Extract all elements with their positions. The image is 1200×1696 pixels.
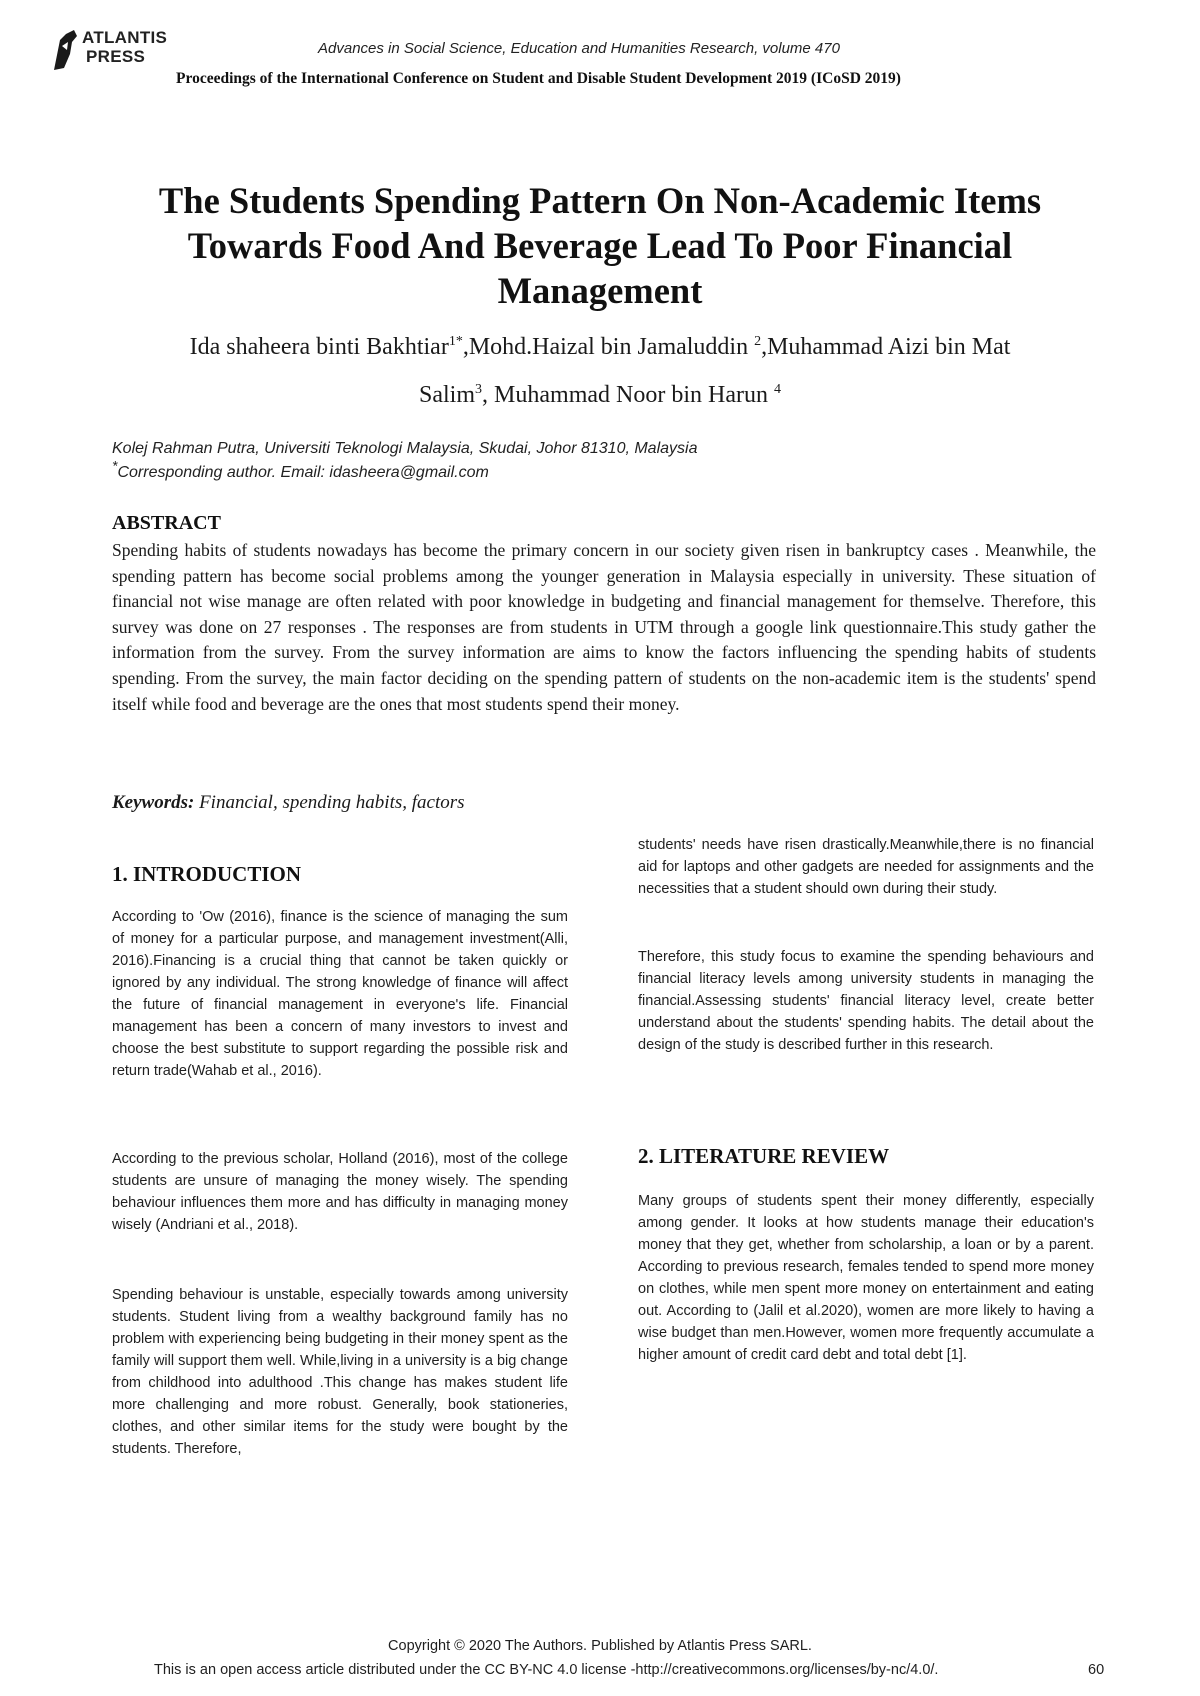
keywords: [112, 792, 465, 814]
paragraph-text: Many groups of students spent their money differently, especially among gender. It looks at how students manage their education's money that they get, whether from scholarship, a loan or by a parent. According to previous research, females tended to spend more money on clothes, while men spent more money on entertainment and eating out. According to (Jalil et al.2020), women are more likely to having a wise budget than men.However, women more frequently accumulate a higher amount of credit card debt and total debt [1].: [638, 1193, 1094, 1363]
page-number: 60: [1088, 1662, 1105, 1678]
keywords-list: Financial, spending habits, factors: [194, 792, 465, 813]
author-name: Salim: [419, 382, 476, 408]
title-line: Towards Food And Beverage Lead To Poor Financial: [187, 225, 1013, 266]
author-name: Ida shaheera binti Bakhtiar: [189, 334, 449, 360]
author-affiliation-mark: 2: [754, 334, 762, 349]
proceedings-title: Proceedings of the International Conference on Student and Disable Student Development 2019 (ICoSD 2019): [176, 70, 901, 87]
paragraph-text: According to the previous scholar, Holland (2016), most of the college students are unsure of managing the money wisely. The spending behaviour influences them more and has difficulty in managing money wisely (Andriani et al., 2018).: [112, 1151, 568, 1233]
paragraph: [112, 1148, 568, 1236]
author-list-continued: [80, 382, 1120, 409]
license-notice: This is an open access article distributed under the CC BY-NC 4.0 license -http://creativecommons.org/licenses/by-nc/4.0/.: [154, 1662, 939, 1678]
paper-title: [80, 178, 1120, 313]
section-heading-introduction: 1. INTRODUCTION: [112, 862, 302, 886]
logo-line-press: PRESS: [86, 47, 146, 66]
title-line: The Students Spending Pattern On Non-Academic Items: [158, 180, 1042, 221]
author-list: [80, 334, 1120, 361]
paragraph: [638, 1190, 1094, 1366]
series-title: Advances in Social Science, Education and Humanities Research, volume 470: [318, 40, 840, 57]
author-name: , Muhammad Noor bin Harun: [482, 382, 774, 408]
corresponding-text: Corresponding author. Email: idasheera@gmail.com: [117, 464, 489, 481]
author-affiliation-mark: 1*: [448, 334, 463, 349]
keywords-label: Keywords:: [112, 792, 195, 813]
copyright-notice: Copyright © 2020 The Authors. Published by Atlantis Press SARL.: [388, 1638, 812, 1654]
section-heading-literature-review: 2. LITERATURE REVIEW: [638, 1144, 890, 1168]
abstract-body: Spending habits of students nowadays has become the primary concern in our society given risen in bankruptcy cases . Meanwhile, the spending pattern has become social problems among the younger generation in Malaysia especially in university. These situation of financial not wise manage are often related with poor knowledge in budgeting and financial management for themselve. Therefore, this survey was done on 27 responses . The responses are from students in UTM through a google link questionnaire.This study gather the information from the survey. From the survey information are aims to know the factors influencing the spending habits of students spending. From the survey, the main factor deciding on the spending pattern of students on the non-academic item is the students' spend itself while food and beverage are the ones that most students spend their money.: [112, 540, 1096, 714]
paragraph-text: Therefore, this study focus to examine the spending behaviours and financial literacy levels among university students in managing the financial.Assessing students' financial literacy level, create better understand about the students' spending habits. The detail about the design of the study is described further in this research.: [638, 949, 1094, 1053]
paragraph: [638, 946, 1094, 1056]
paragraph-text: students' needs have risen drastically.Meanwhile,there is no financial aid for laptops and other gadgets are needed for assignments and the necessities that a student should own during their study.: [638, 837, 1094, 897]
paragraph: [112, 906, 568, 1082]
paragraph-text: According to 'Ow (2016), finance is the science of managing the sum of money for a particular purpose, and management investment(Alli, 2016).Financing is a crucial thing that cannot be taken quickly or ignored by any individual. The strong knowledge of finance will affect the future of financial management in everyone's life. Financial management has been a concern of many investors to invest and choose the best substitute to support regarding the possible risk and return trade(Wahab et al., 2016).: [112, 909, 568, 1079]
paragraph: [638, 834, 1094, 900]
affiliation: Kolej Rahman Putra, Universiti Teknologi Malaysia, Skudai, Johor 81310, Malaysia: [112, 440, 698, 457]
paragraph-text: Spending behaviour is unstable, especially towards among university students. Student living from a wealthy background family has no problem with experiencing being budgeting in their money spent as the family will support them well. While,living in a university is a big change from childhood into adulthood .This change has makes student life more challenging and more robust. Generally, book stationeries, clothes, and other similar items for the study were bought by the students. Therefore,: [112, 1287, 568, 1457]
author-affiliation-mark: 3: [475, 382, 483, 397]
corresponding-author: [112, 457, 489, 482]
author-affiliation-mark: 4: [773, 382, 781, 397]
atlantis-press-logo: [50, 24, 180, 74]
atlantis-mark-icon: [50, 28, 80, 72]
paragraph: [112, 1284, 568, 1460]
logo-wordmark: [82, 28, 167, 66]
abstract-heading: ABSTRACT: [112, 512, 221, 534]
title-line: Management: [497, 270, 703, 311]
logo-line-atlantis: ATLANTIS: [82, 28, 168, 47]
corresponding-mark: *: [112, 457, 118, 474]
author-name: ,Muhammad Aizi bin Mat: [761, 334, 1011, 360]
author-name: ,Mohd.Haizal bin Jamaluddin: [462, 334, 755, 360]
